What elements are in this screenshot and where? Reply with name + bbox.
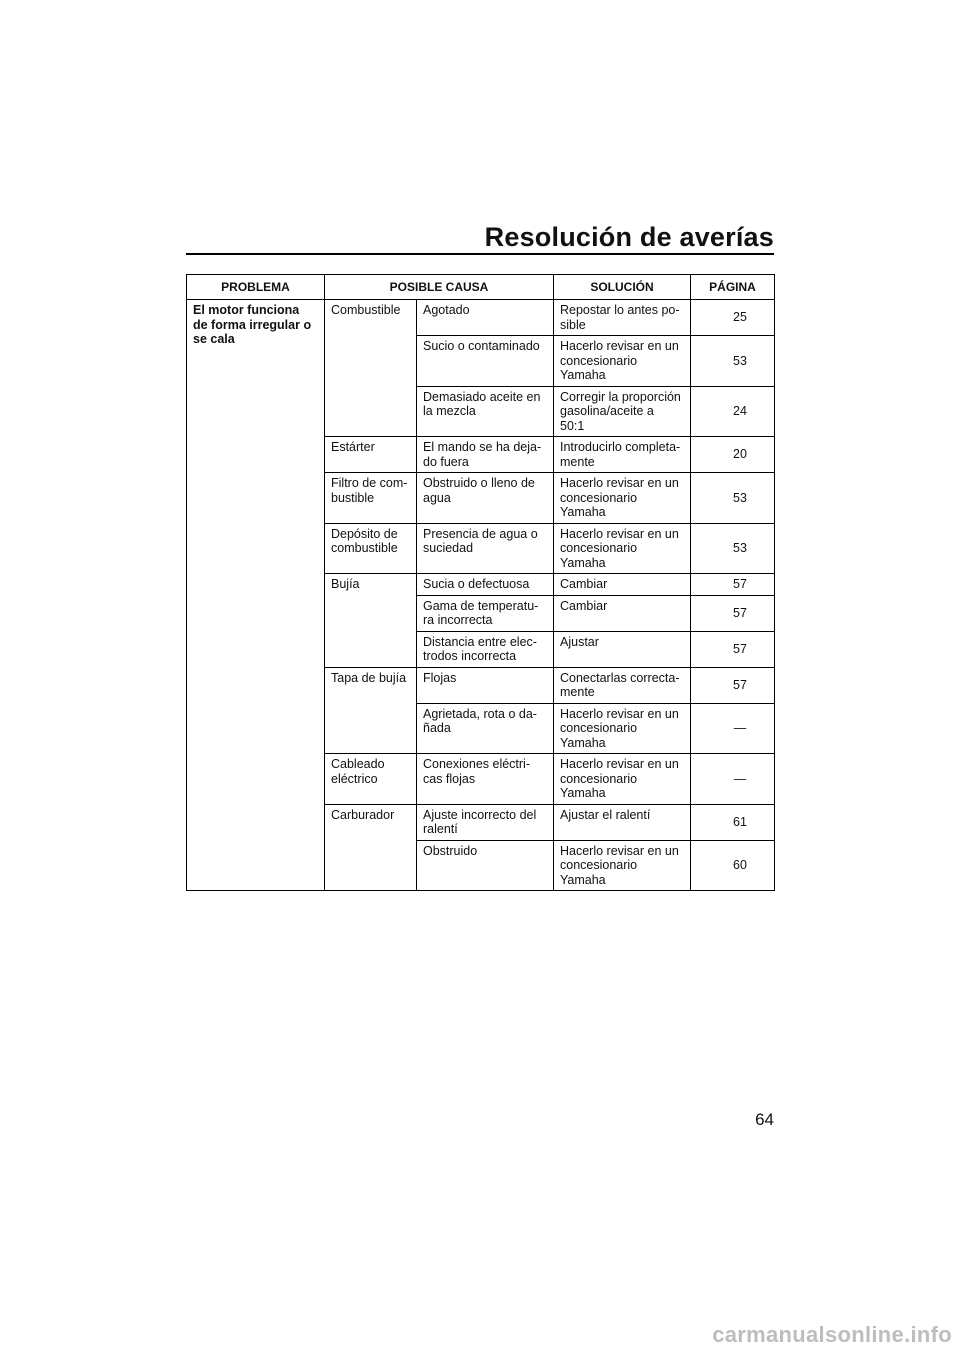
cause-cell: Ajuste incorrecto del ralentí	[417, 804, 554, 840]
table-header-row	[187, 275, 775, 300]
title-rule	[186, 253, 774, 255]
solution-cell: Hacerlo revisar en un concesionario Yamaha	[554, 703, 691, 754]
page-number: 64	[755, 1110, 774, 1129]
cause-cell: Presencia de agua o suciedad	[417, 523, 554, 574]
cause-cell: El mando se ha deja- do fuera	[417, 437, 554, 473]
solution-cell: Hacerlo revisar en un concesionario Yamaha	[554, 840, 691, 891]
page-ref-cell: 57	[691, 574, 775, 596]
solution-cell: Introducirlo completa- mente	[554, 437, 691, 473]
page-ref-cell: 57	[691, 631, 775, 667]
solution-cell: Cambiar	[554, 595, 691, 631]
component-cell: Estárter	[325, 437, 417, 473]
page-ref-cell: —	[691, 703, 775, 754]
page-ref-cell: 20	[691, 437, 775, 473]
component-cell: Tapa de bujía	[325, 667, 417, 754]
page-ref-cell: 24	[691, 386, 775, 437]
watermark: carmanualsonline.info	[712, 1322, 952, 1347]
solution-cell: Cambiar	[554, 574, 691, 596]
page-ref-cell: 53	[691, 523, 775, 574]
cause-cell: Flojas	[417, 667, 554, 703]
page-ref-cell: —	[691, 754, 775, 805]
solution-cell: Conectarlas correcta- mente	[554, 667, 691, 703]
cause-cell: Sucia o defectuosa	[417, 574, 554, 596]
solution-cell: Hacerlo revisar en un concesionario Yamaha	[554, 336, 691, 387]
solution-cell: Repostar lo antes po- sible	[554, 300, 691, 336]
page-title: Resolución de averías	[484, 222, 774, 252]
page-ref-cell: 53	[691, 473, 775, 524]
component-cell: Bujía	[325, 574, 417, 668]
page-ref-cell: 53	[691, 336, 775, 387]
solution-cell: Hacerlo revisar en un concesionario Yamaha	[554, 523, 691, 574]
page-ref-cell: 60	[691, 840, 775, 891]
solution-cell: Corregir la proporción gasolina/aceite a 50:1	[554, 386, 691, 437]
page-ref-cell: 57	[691, 595, 775, 631]
cause-cell: Agotado	[417, 300, 554, 336]
cause-cell: Obstruido o lleno de agua	[417, 473, 554, 524]
component-cell: Combustible	[325, 300, 417, 437]
header-page: PÁGINA	[691, 275, 775, 300]
solution-cell: Hacerlo revisar en un concesionario Yamaha	[554, 754, 691, 805]
header-solution: SOLUCIÓN	[554, 275, 691, 300]
header-cause: POSIBLE CAUSA	[325, 275, 554, 300]
cause-cell: Obstruido	[417, 840, 554, 891]
component-cell: Cableado eléctrico	[325, 754, 417, 805]
component-cell: Carburador	[325, 804, 417, 891]
problem-cell: El motor funciona de forma irregular o se cala	[187, 300, 325, 891]
cause-cell: Agrietada, rota o da- ñada	[417, 703, 554, 754]
solution-cell: Hacerlo revisar en un concesionario Yamaha	[554, 473, 691, 524]
solution-cell: Ajustar	[554, 631, 691, 667]
component-cell: Filtro de com- bustible	[325, 473, 417, 524]
table-row	[187, 300, 775, 336]
cause-cell: Distancia entre elec- trodos incorrecta	[417, 631, 554, 667]
header-problem: PROBLEMA	[187, 275, 325, 300]
cause-cell: Gama de temperatu- ra incorrecta	[417, 595, 554, 631]
table-body	[187, 300, 775, 891]
page-ref-cell: 57	[691, 667, 775, 703]
cause-cell: Demasiado aceite en la mezcla	[417, 386, 554, 437]
component-cell: Depósito de combustible	[325, 523, 417, 574]
page-ref-cell: 25	[691, 300, 775, 336]
solution-cell: Ajustar el ralentí	[554, 804, 691, 840]
cause-cell: Sucio o contaminado	[417, 336, 554, 387]
troubleshooting-table	[186, 274, 775, 891]
page-ref-cell: 61	[691, 804, 775, 840]
cause-cell: Conexiones eléctri- cas flojas	[417, 754, 554, 805]
